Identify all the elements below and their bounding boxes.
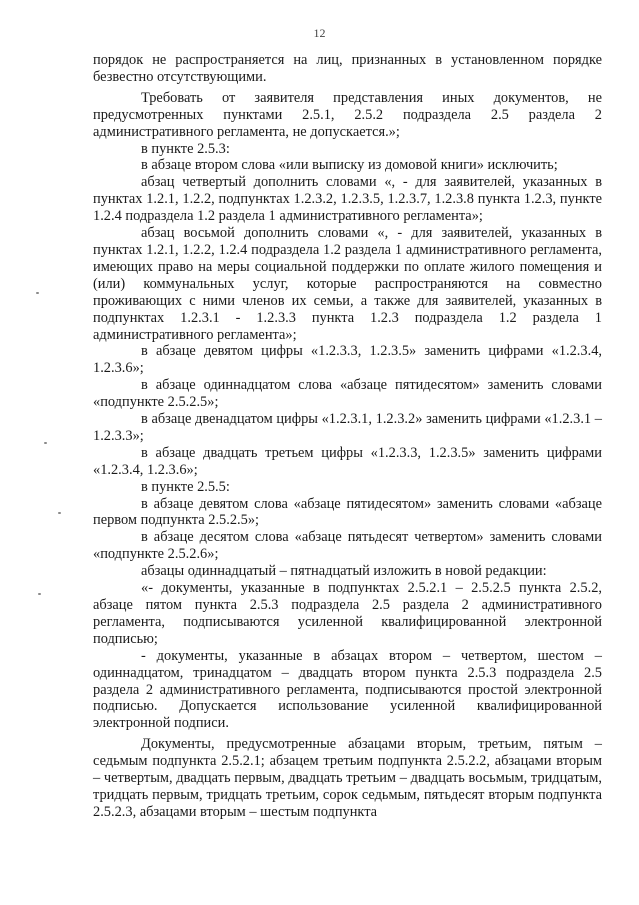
paragraph: порядок не распространяется на лиц, признанных в установленном порядке безвестно отсутствующими. [93, 52, 602, 85]
paragraph: - документы, указанные в абзацах втором – четвертом, шестом – одиннадцатом, тринадцатом – двадцать втором пункта 2.5.3 подраздела 2.5 раздела 2 административного регламента, подписываются простой электронной подписью. Допускается использование усиленной квалифицированной электронной подписи. [93, 647, 602, 732]
scan-speck [38, 593, 41, 595]
scan-speck [44, 442, 47, 444]
document-body [93, 52, 602, 821]
paragraph: в абзаце втором слова «или выписку из домовой книги» исключить; [141, 157, 558, 174]
paragraph: в абзаце десятом слова «абзаце пятьдесят четвертом» заменить словами «подпункте 2.5.2.6»; [93, 529, 602, 563]
paragraph: в абзаце девятом слова «абзаце пятидесятом» заменить словами «абзаце первом подпункта 2.5.2.5»; [93, 495, 602, 529]
page-number: 12 [313, 26, 326, 40]
paragraph: абзацы одиннадцатый – пятнадцатый изложить в новой редакции: [141, 563, 547, 580]
paragraph: в пункте 2.5.5: [141, 478, 230, 495]
paragraph: в абзаце двадцать третьем цифры «1.2.3.3, 1.2.3.5» заменить цифрами «1.2.3.4, 1.2.3.6»; [93, 444, 602, 478]
scan-speck [58, 512, 61, 514]
paragraph: в пункте 2.5.3: [141, 140, 230, 157]
paragraph: в абзаце девятом цифры «1.2.3.3, 1.2.3.5» заменить цифрами «1.2.3.4, 1.2.3.6»; [93, 343, 602, 377]
paragraph: в абзаце двенадцатом цифры «1.2.3.1, 1.2.3.2» заменить цифрами «1.2.3.1 – 1.2.3.3»; [93, 411, 602, 444]
paragraph: в абзаце одиннадцатом слова «абзаце пятидесятом» заменить словами «подпункте 2.5.2.5»; [93, 377, 602, 411]
paragraph: «- документы, указанные в подпунктах 2.5.2.1 – 2.5.2.5 пункта 2.5.2, абзаце пятом пункта 2.5.3 подраздела 2.5 раздела 2 административного регламента, подписываются усиленной квалифицированной электронной подписью; [93, 580, 602, 647]
paragraph: абзац четвертый дополнить словами «, - для заявителей, указанных в пунктах 1.2.1, 1.2.2, подпунктах 1.2.3.2, 1.2.3.5, 1.2.3.7, 1.2.3.8 пункта 1.2.3, пункте 1.2.4 подраздела 1.2 раздела 1 административного регламента»; [93, 174, 602, 225]
paragraph: Требовать от заявителя представления иных документов, не предусмотренных пунктами 2.5.1, 2.5.2 подраздела 2.5 раздела 2 административного регламента, не допускается.»; [93, 89, 602, 140]
paragraph: Документы, предусмотренные абзацами вторым, третьим, пятым – седьмым подпункта 2.5.2.1; абзацем третьим подпункта 2.5.2.2, абзацами вторым – четвертым, двадцать первым, двадцать третьим – двадцать восьмым, тридцатым, тридцать первым, тридцать третьим, сорок седьмым, пятьдесят вторым подпункта 2.5.2.3, абзацами вторым – шестым подпункта [93, 736, 602, 820]
paragraph: абзац восьмой дополнить словами «, - для заявителей, указанных в пунктах 1.2.1, 1.2.2, 1.2.4 подраздела 1.2 раздела 1 административного регламента, имеющих право на меры социальной поддержки по оплате жилого помещения и (или) коммунальных услуг, которые распространяются на совместно проживающих с ними членов их семьи, а также для заявителей, указанных в подпунктах 1.2.3.1 - 1.2.3.3 пункта 1.2.3 подраздела 1.2 раздела 1 административного регламента»; [93, 225, 602, 343]
scan-speck [36, 292, 39, 294]
